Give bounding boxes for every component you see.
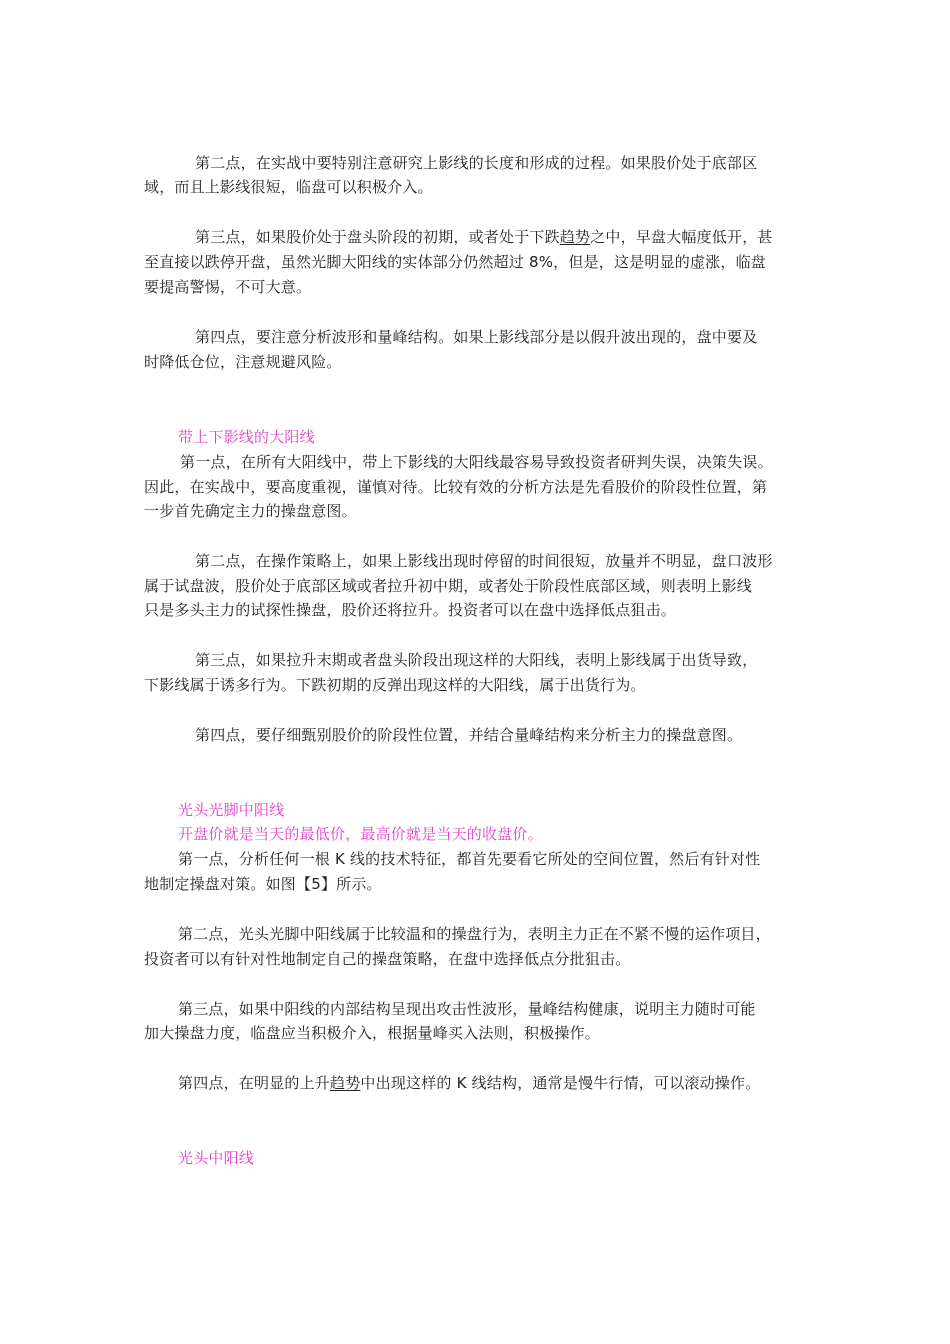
keyword-link[interactable]: 趋势: [559, 228, 591, 246]
paragraph-line: 属于试盘波，股价处于底部区域或者拉升初中期，或者处于阶段性底部区域，则表明上影线: [144, 577, 753, 595]
paragraph-line: 要提高警惕，不可大意。: [144, 278, 312, 296]
paragraph-line: 因此，在实战中，要高度重视，谨慎对待。比较有效的分析方法是先看股价的阶段性位置，第: [144, 478, 768, 496]
paragraph-line: 地制定操盘对策。如图【5】所示。: [144, 875, 382, 893]
paragraph-line: 域，而且上影线很短，临盘可以积极介入。: [144, 178, 433, 196]
paragraph-line: 投资者可以有针对性地制定自己的操盘策略，在盘中选择低点分批狙击。: [144, 950, 631, 968]
text-run: 中出现这样的 K 线结构，通常是慢牛行情，可以滚动操作。: [360, 1074, 761, 1092]
paragraph-line: 只是多头主力的试探性操盘，股价还将拉升。投资者可以在盘中选择低点狙击。: [144, 601, 677, 619]
paragraph-line: 时降低仓位，注意规避风险。: [144, 353, 342, 371]
paragraph-line: 第三点，如果拉升末期或者盘头阶段出现这样的大阳线，表明上影线属于出货导致，: [195, 651, 758, 669]
paragraph-line: [178, 1071, 760, 1095]
section-heading: 光头光脚中阳线: [178, 801, 285, 819]
section-heading: 光头中阳线: [178, 1149, 255, 1167]
paragraph-line: 第三点，如果中阳线的内部结构呈现出攻击性波形，量峰结构健康，说明主力随时可能: [178, 1000, 756, 1018]
section-subheading: 开盘价就是当天的最低价，最高价就是当天的收盘价。: [178, 825, 543, 843]
text-run: 之中，早盘大幅度低开，甚: [590, 228, 773, 246]
paragraph-line: 下影线属于诱多行为。下跌初期的反弹出现这样的大阳线，属于出货行为。: [144, 676, 646, 694]
paragraph-line: 至直接以跌停开盘，虽然光脚大阳线的实体部分仍然超过 8%，但是，这是明显的虚涨，临盘: [144, 253, 766, 271]
paragraph-line: 第二点，光头光脚中阳线属于比较温和的操盘行为，表明主力正在不紧不慢的运作项目，: [178, 925, 771, 943]
paragraph-line: 一步首先确定主力的操盘意图。: [144, 502, 357, 520]
paragraph-line: 第二点，在实战中要特别注意研究上影线的长度和形成的过程。如果股价处于底部区: [195, 154, 758, 172]
paragraph-line: 第四点，要注意分析波形和量峰结构。如果上影线部分是以假升波出现的，盘中要及: [195, 328, 758, 346]
paragraph-line: [195, 225, 773, 249]
paragraph-line: 加大操盘力度，临盘应当积极介入，根据量峰买入法则，积极操作。: [144, 1024, 601, 1042]
paragraph-line: 第一点，在所有大阳线中，带上下影线的大阳线最容易导致投资者研判失误，决策失误。: [180, 453, 773, 471]
paragraph-line: 第一点，分析任何一根 K 线的技术特征，都首先要看它所处的空间位置，然后有针对性: [178, 850, 761, 868]
paragraph-line: 第二点，在操作策略上，如果上影线出现时停留的时间很短，放量并不明显，盘口波形: [195, 552, 773, 570]
text-run: 第四点，在明显的上升: [178, 1074, 331, 1092]
section-heading: 带上下影线的大阳线: [178, 428, 315, 446]
text-run: 第三点，如果股价处于盘头阶段的初期，或者处于下跌: [195, 228, 560, 246]
keyword-link[interactable]: 趋势: [330, 1074, 361, 1092]
paragraph-line: 第四点，要仔细甄别股价的阶段性位置，并结合量峰结构来分析主力的操盘意图。: [195, 726, 743, 744]
